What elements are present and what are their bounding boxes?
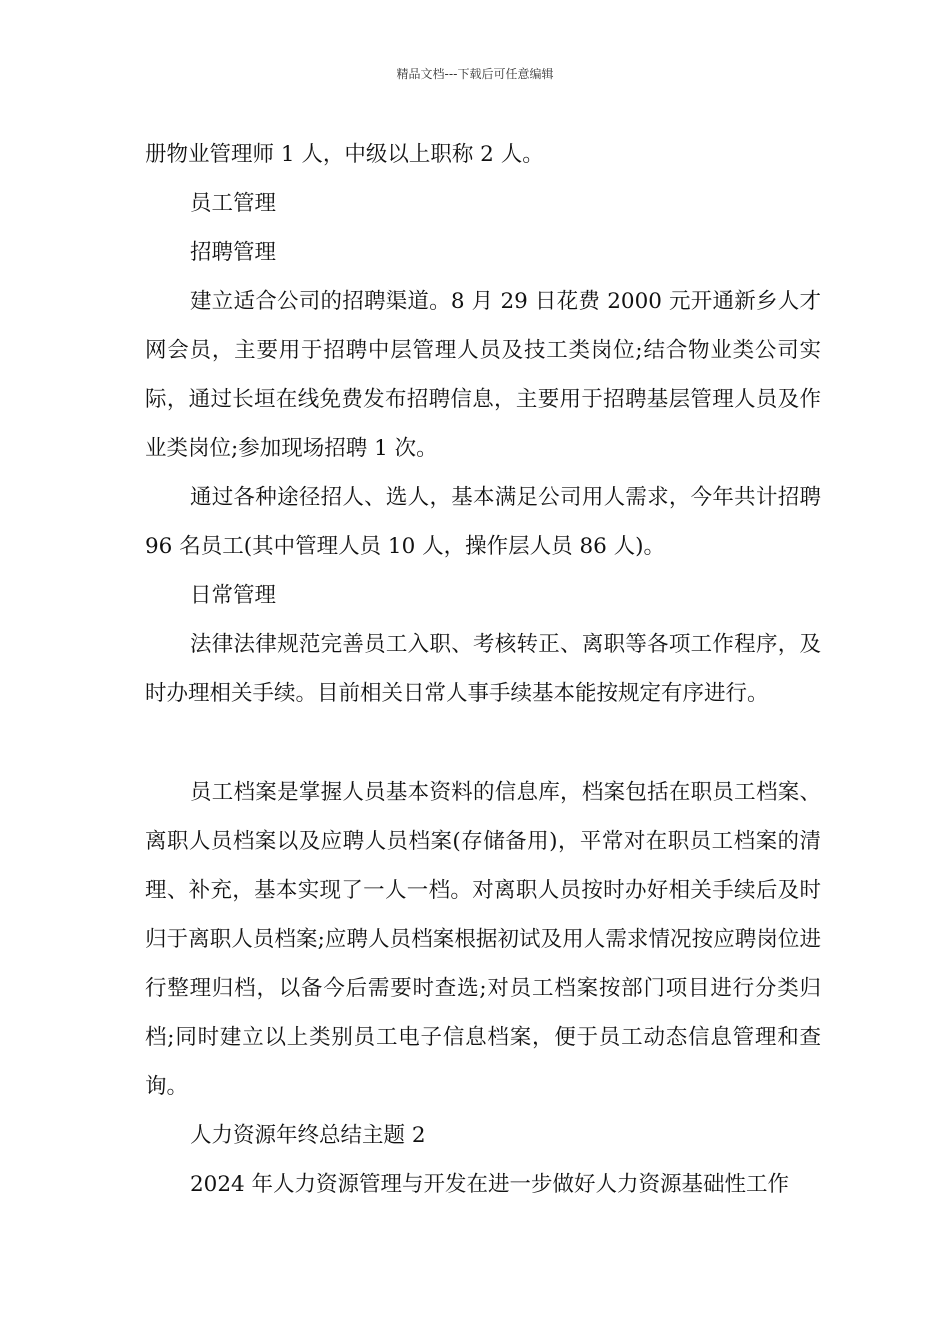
heading-recruitment-management: 招聘管理: [190, 240, 277, 265]
heading-daily-management: 日常管理: [190, 583, 277, 608]
paragraph-recruitment-channels: 建立适合公司的招聘渠道。8 月 29 日花费 2000 元开通新乡人才网会员，主要用于招聘中层管理人员及技工类岗位;结合物业类公司实际，通过长垣在线免费发布招聘信息，主要用于招聘基层管理人员及作业类岗位;参加现场招聘 1 次。: [145, 289, 821, 461]
paragraph-daily-procedures: 法律法律规范完善员工入职、考核转正、离职等各项工作程序，及时办理相关手续。目前相关日常人事手续基本能按规定有序进行。: [145, 632, 821, 706]
paragraph-employee-archives: 员工档案是掌握人员基本资料的信息库，档案包括在职员工档案、离职人员档案以及应聘人员档案(存储备用)，平常对在职员工档案的清理、补充，基本实现了一人一档。对离职人员按时办好相关手续后及时归于离职人员档案;应聘人员档案根据初试及用人需求情况按应聘岗位进行整理归档，以备今后需要时查选;对员工档案按部门项目进行分类归档;同时建立以上类别员工电子信息档案，便于员工动态信息管理和查询。: [145, 780, 821, 1099]
document-body: [145, 130, 821, 1209]
heading-summary-topic-2: 人力资源年终总结主题 2: [190, 1123, 426, 1148]
paragraph-qualification-count: 册物业管理师 1 人，中级以上职称 2 人。: [145, 142, 544, 167]
heading-employee-management: 员工管理: [190, 191, 277, 216]
paragraph-2024-intro: 2024 年人力资源管理与开发在进一步做好人力资源基础性工作: [190, 1172, 790, 1197]
paragraph-gap: [145, 718, 821, 768]
page-header: 精品文档---下载后可任意编辑: [396, 67, 554, 81]
paragraph-recruitment-results: 通过各种途径招人、选人，基本满足公司用人需求，今年共计招聘 96 名员工(其中管理人员 10 人，操作层人员 86 人)。: [145, 485, 821, 559]
